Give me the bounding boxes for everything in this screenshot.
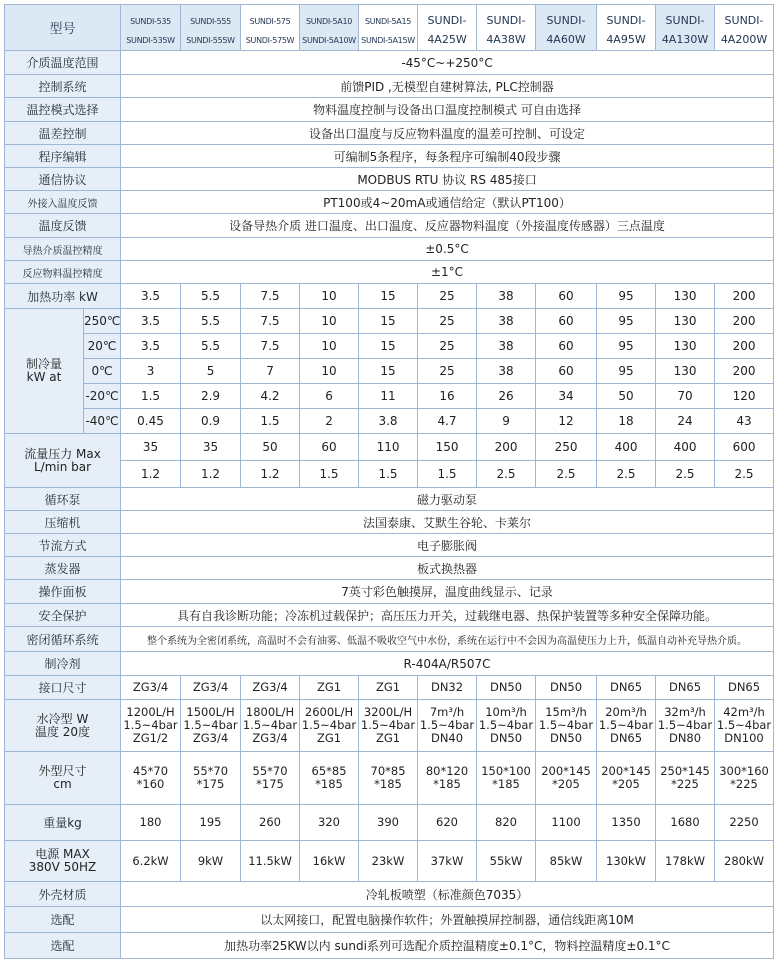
row-label: 导热介质温控精度: [5, 238, 121, 261]
row-value: 法国泰康、艾默生谷轮、卡莱尔: [121, 511, 774, 534]
flow-value: 50: [241, 434, 300, 461]
weight-label: 重量kg: [5, 805, 121, 841]
interface-value: DN32: [418, 676, 477, 700]
model-header-cell: SUNDI-535 SUNDI-535W: [121, 5, 181, 51]
interface-value: ZG3/4: [121, 676, 181, 700]
cooling-value: 10: [300, 334, 359, 359]
pressure-value: 2.5: [597, 461, 656, 488]
model-header-cell: SUNDI- 4A95W: [597, 5, 656, 51]
water-cooling-value: 1500L/H 1.5~4bar ZG3/4: [181, 700, 241, 752]
spec-row: [5, 882, 774, 907]
cooling-value: 10: [300, 359, 359, 384]
dimensions-value: 200*145 *205: [536, 752, 597, 805]
cooling-value: 5.5: [181, 309, 241, 334]
spec-row: [5, 98, 774, 122]
row-value: MODBUS RTU 协议 RS 485接口: [121, 168, 774, 191]
heating-value: 5.5: [181, 284, 241, 309]
pressure-value: 2.5: [477, 461, 536, 488]
heating-value: 60: [536, 284, 597, 309]
cooling-value: 200: [715, 359, 774, 384]
row-value: 磁力驱动泵: [121, 488, 774, 511]
weight-value: 195: [181, 805, 241, 841]
power-value: 55kW: [477, 841, 536, 882]
cooling-value: 3.5: [121, 309, 181, 334]
spec-row: [5, 652, 774, 676]
row-value: 以太网接口，配置电脑操作软件；外置触摸屏控制器，通信线距离10M: [121, 907, 774, 933]
row-value: 前馈PID ,无模型自建树算法, PLC控制器: [121, 75, 774, 98]
interface-value: ZG3/4: [241, 676, 300, 700]
spec-table: [4, 4, 774, 959]
weight-value: 320: [300, 805, 359, 841]
pressure-value: 1.2: [241, 461, 300, 488]
dimensions-value: 70*85 *185: [359, 752, 418, 805]
spec-row: [5, 580, 774, 604]
row-label: 外壳材质: [5, 882, 121, 907]
spec-row: [5, 191, 774, 214]
cooling-value: 7.5: [241, 334, 300, 359]
water-cooling-value: 42m³/h 1.5~4bar DN100: [715, 700, 774, 752]
cooling-value: 25: [418, 334, 477, 359]
dimensions-value: 80*120 *185: [418, 752, 477, 805]
dimensions-row: [5, 752, 774, 805]
cooling-value: 3.8: [359, 409, 418, 434]
cooling-value: 12: [536, 409, 597, 434]
row-value: 设备出口温度与反应物料温度的温差可控制、可设定: [121, 122, 774, 145]
pressure-value: 1.5: [418, 461, 477, 488]
heating-row: [5, 284, 774, 309]
row-value: 电子膨胀阀: [121, 534, 774, 557]
cooling-value: 34: [536, 384, 597, 409]
cooling-value: 130: [656, 334, 715, 359]
row-value: 可编制5条程序，每条程序可编制40段步骤: [121, 145, 774, 168]
cooling-value: 11: [359, 384, 418, 409]
pressure-value: 2.5: [536, 461, 597, 488]
row-value: 7英寸彩色触摸屏，温度曲线显示、记录: [121, 580, 774, 604]
dimensions-value: 55*70 *175: [241, 752, 300, 805]
cooling-value: 50: [597, 384, 656, 409]
spec-row: [5, 75, 774, 98]
spec-row: [5, 51, 774, 75]
flow-label: 流量压力 Max L/min bar: [5, 434, 121, 488]
flow-row: [5, 434, 774, 461]
cooling-value: 26: [477, 384, 536, 409]
heating-value: 95: [597, 284, 656, 309]
weight-value: 2250: [715, 805, 774, 841]
dimensions-label: 外型尺寸 cm: [5, 752, 121, 805]
water-cooling-label: 水冷型 W 温度 20度: [5, 700, 121, 752]
flow-value: 110: [359, 434, 418, 461]
cooling-value: 25: [418, 359, 477, 384]
cooling-value: 25: [418, 309, 477, 334]
row-value: PT100或4~20mA或通信给定（默认PT100）: [121, 191, 774, 214]
cooling-value: 1.5: [121, 384, 181, 409]
row-label: 通信协议: [5, 168, 121, 191]
flow-value: 200: [477, 434, 536, 461]
cooling-value: 38: [477, 334, 536, 359]
cooling-temp: -20℃: [84, 384, 121, 409]
spec-row: [5, 261, 774, 284]
cooling-value: 15: [359, 334, 418, 359]
row-label: 选配: [5, 933, 121, 959]
cooling-value: 95: [597, 359, 656, 384]
interface-row: [5, 676, 774, 700]
pressure-value: 1.5: [300, 461, 359, 488]
cooling-value: 38: [477, 359, 536, 384]
cooling-value: 200: [715, 334, 774, 359]
row-label: 控制系统: [5, 75, 121, 98]
cooling-value: 60: [536, 359, 597, 384]
cooling-value: 95: [597, 309, 656, 334]
model-header-cell: SUNDI-575 SUNDI-575W: [241, 5, 300, 51]
cooling-temp: 20℃: [84, 334, 121, 359]
flow-value: 600: [715, 434, 774, 461]
pressure-value: 2.5: [715, 461, 774, 488]
power-value: 23kW: [359, 841, 418, 882]
pressure-row: [5, 461, 774, 488]
flow-value: 35: [121, 434, 181, 461]
cooling-value: 95: [597, 334, 656, 359]
weight-value: 180: [121, 805, 181, 841]
interface-value: DN65: [715, 676, 774, 700]
spec-row: [5, 488, 774, 511]
cooling-value: 38: [477, 309, 536, 334]
spec-row: [5, 627, 774, 652]
row-label: 介质温度范围: [5, 51, 121, 75]
cooling-value: 7.5: [241, 309, 300, 334]
water-cooling-value: 7m³/h 1.5~4bar DN40: [418, 700, 477, 752]
spec-row: [5, 604, 774, 627]
row-label: 制冷剂: [5, 652, 121, 676]
interface-value: DN50: [477, 676, 536, 700]
flow-value: 35: [181, 434, 241, 461]
row-label: 节流方式: [5, 534, 121, 557]
row-label: 压缩机: [5, 511, 121, 534]
weight-value: 260: [241, 805, 300, 841]
cooling-row: [5, 384, 774, 409]
cooling-value: 1.5: [241, 409, 300, 434]
cooling-value: 10: [300, 309, 359, 334]
row-value: 板式换热器: [121, 557, 774, 580]
spec-row: [5, 122, 774, 145]
water-cooling-value: 3200L/H 1.5~4bar ZG1: [359, 700, 418, 752]
interface-value: ZG1: [300, 676, 359, 700]
power-value: 16kW: [300, 841, 359, 882]
row-label: 密闭循环系统: [5, 627, 121, 652]
dimensions-value: 200*145 *205: [597, 752, 656, 805]
pressure-value: 2.5: [656, 461, 715, 488]
cooling-value: 70: [656, 384, 715, 409]
row-label: 操作面板: [5, 580, 121, 604]
heating-value: 10: [300, 284, 359, 309]
heating-value: 130: [656, 284, 715, 309]
row-label: 程序编辑: [5, 145, 121, 168]
model-header-row: [5, 5, 774, 51]
dimensions-value: 150*100 *185: [477, 752, 536, 805]
cooling-value: 15: [359, 359, 418, 384]
flow-value: 400: [656, 434, 715, 461]
cooling-value: 3.5: [121, 334, 181, 359]
power-label: 电源 MAX 380V 50HZ: [5, 841, 121, 882]
power-value: 178kW: [656, 841, 715, 882]
spec-row: [5, 534, 774, 557]
spec-row: [5, 145, 774, 168]
row-value: 具有自我诊断功能；冷冻机过载保护；高压压力开关，过载继电器、热保护装置等多种安全保障功能。: [121, 604, 774, 627]
cooling-value: 7: [241, 359, 300, 384]
model-header-title: 型号: [5, 5, 121, 51]
cooling-value: 4.7: [418, 409, 477, 434]
weight-value: 1100: [536, 805, 597, 841]
dimensions-value: 250*145 *225: [656, 752, 715, 805]
row-value: 整个系统为全密闭系统，高温时不会有油雾、低温不吸收空气中水份，系统在运行中不会因为高温使压力上升，低温自动补充导热介质。: [121, 627, 774, 652]
row-value: R-404A/R507C: [121, 652, 774, 676]
cooling-row: [5, 359, 774, 384]
water-cooling-row: [5, 700, 774, 752]
power-value: 130kW: [597, 841, 656, 882]
spec-row: [5, 907, 774, 933]
cooling-value: 60: [536, 309, 597, 334]
spec-row: [5, 511, 774, 534]
row-value: 冷轧板喷塑（标准颜色7035）: [121, 882, 774, 907]
cooling-value: 5.5: [181, 334, 241, 359]
heating-value: 200: [715, 284, 774, 309]
power-row: [5, 841, 774, 882]
interface-label: 接口尺寸: [5, 676, 121, 700]
flow-value: 250: [536, 434, 597, 461]
row-value: -45°C~+250°C: [121, 51, 774, 75]
cooling-value: 200: [715, 309, 774, 334]
spec-row: [5, 238, 774, 261]
row-label: 选配: [5, 907, 121, 933]
flow-value: 60: [300, 434, 359, 461]
heating-value: 15: [359, 284, 418, 309]
dimensions-value: 300*160 *225: [715, 752, 774, 805]
cooling-value: 0.45: [121, 409, 181, 434]
spec-row: [5, 557, 774, 580]
interface-value: DN65: [656, 676, 715, 700]
row-label: 温控模式选择: [5, 98, 121, 122]
heating-value: 3.5: [121, 284, 181, 309]
interface-value: ZG1: [359, 676, 418, 700]
interface-value: ZG3/4: [181, 676, 241, 700]
row-value: 加热功率25KW以内 sundi系列可选配介质控温精度±0.1°C，物料控温精度±0.1°C: [121, 933, 774, 959]
cooling-value: 2: [300, 409, 359, 434]
cooling-value: 24: [656, 409, 715, 434]
dimensions-value: 45*70 *160: [121, 752, 181, 805]
pressure-value: 1.2: [121, 461, 181, 488]
cooling-value: 3: [121, 359, 181, 384]
cooling-value: 0.9: [181, 409, 241, 434]
cooling-value: 16: [418, 384, 477, 409]
dimensions-value: 65*85 *185: [300, 752, 359, 805]
cooling-value: 60: [536, 334, 597, 359]
cooling-value: 130: [656, 309, 715, 334]
pressure-value: 1.5: [359, 461, 418, 488]
cooling-value: 120: [715, 384, 774, 409]
power-value: 9kW: [181, 841, 241, 882]
model-header-cell: SUNDI- 4A200W: [715, 5, 774, 51]
heating-label: 加热功率 kW: [5, 284, 121, 309]
spec-row: [5, 168, 774, 191]
pressure-value: 1.2: [181, 461, 241, 488]
weight-row: [5, 805, 774, 841]
heating-value: 38: [477, 284, 536, 309]
heating-value: 25: [418, 284, 477, 309]
row-value: ±0.5°C: [121, 238, 774, 261]
heating-value: 7.5: [241, 284, 300, 309]
model-header-cell: SUNDI-555 SUNDI-555W: [181, 5, 241, 51]
spec-row: [5, 933, 774, 959]
row-label: 反应物料温控精度: [5, 261, 121, 284]
power-value: 85kW: [536, 841, 597, 882]
cooling-row: [5, 334, 774, 359]
water-cooling-value: 15m³/h 1.5~4bar DN50: [536, 700, 597, 752]
cooling-value: 9: [477, 409, 536, 434]
cooling-temp: 0℃: [84, 359, 121, 384]
interface-value: DN65: [597, 676, 656, 700]
cooling-label: 制冷量 kW at: [5, 309, 84, 434]
row-label: 温度反馈: [5, 214, 121, 238]
model-header-cell: SUNDI-5A15 SUNDI-5A15W: [359, 5, 418, 51]
model-header-cell: SUNDI- 4A25W: [418, 5, 477, 51]
weight-value: 390: [359, 805, 418, 841]
cooling-value: 43: [715, 409, 774, 434]
water-cooling-value: 20m³/h 1.5~4bar DN65: [597, 700, 656, 752]
row-label: 温差控制: [5, 122, 121, 145]
row-label: 外接入温度反馈: [5, 191, 121, 214]
spec-row: [5, 214, 774, 238]
water-cooling-value: 1200L/H 1.5~4bar ZG1/2: [121, 700, 181, 752]
model-header-cell: SUNDI- 4A130W: [656, 5, 715, 51]
power-value: 6.2kW: [121, 841, 181, 882]
cooling-value: 15: [359, 309, 418, 334]
row-value: 设备导热介质 进口温度、出口温度、反应器物料温度（外接温度传感器）三点温度: [121, 214, 774, 238]
weight-value: 1680: [656, 805, 715, 841]
cooling-row: [5, 309, 774, 334]
row-value: 物料温度控制与设备出口温度控制模式 可自由选择: [121, 98, 774, 122]
row-label: 循环泵: [5, 488, 121, 511]
cooling-value: 2.9: [181, 384, 241, 409]
dimensions-value: 55*70 *175: [181, 752, 241, 805]
power-value: 37kW: [418, 841, 477, 882]
model-header-cell: SUNDI-5A10 SUNDI-5A10W: [300, 5, 359, 51]
power-value: 280kW: [715, 841, 774, 882]
cooling-temp: -40℃: [84, 409, 121, 434]
water-cooling-value: 32m³/h 1.5~4bar DN80: [656, 700, 715, 752]
weight-value: 1350: [597, 805, 656, 841]
water-cooling-value: 1800L/H 1.5~4bar ZG3/4: [241, 700, 300, 752]
row-label: 蒸发器: [5, 557, 121, 580]
model-header-cell: SUNDI- 4A38W: [477, 5, 536, 51]
flow-value: 150: [418, 434, 477, 461]
row-value: ±1°C: [121, 261, 774, 284]
cooling-value: 6: [300, 384, 359, 409]
cooling-value: 5: [181, 359, 241, 384]
row-label: 安全保护: [5, 604, 121, 627]
cooling-value: 130: [656, 359, 715, 384]
cooling-value: 18: [597, 409, 656, 434]
cooling-value: 4.2: [241, 384, 300, 409]
water-cooling-value: 2600L/H 1.5~4bar ZG1: [300, 700, 359, 752]
cooling-row: [5, 409, 774, 434]
interface-value: DN50: [536, 676, 597, 700]
flow-value: 400: [597, 434, 656, 461]
water-cooling-value: 10m³/h 1.5~4bar DN50: [477, 700, 536, 752]
weight-value: 620: [418, 805, 477, 841]
weight-value: 820: [477, 805, 536, 841]
cooling-temp: 250℃: [84, 309, 121, 334]
model-header-cell: SUNDI- 4A60W: [536, 5, 597, 51]
power-value: 11.5kW: [241, 841, 300, 882]
